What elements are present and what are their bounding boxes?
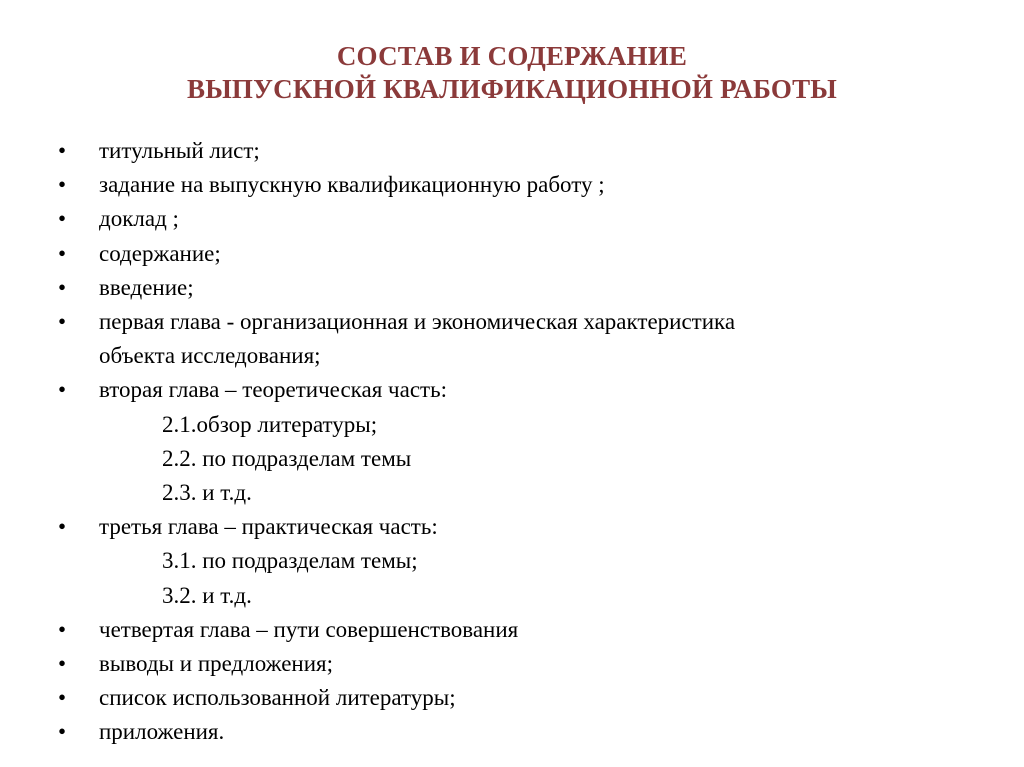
list-item-text: задание на выпускную квалификационную работу ;: [99, 172, 605, 198]
bullet-icon: •: [58, 274, 67, 300]
list-subitem: 3.2. и т.д.: [162, 582, 252, 608]
list-item: [58, 715, 735, 749]
list-item-text: введение;: [99, 274, 194, 300]
list-item: [58, 237, 735, 271]
bullet-icon: •: [58, 138, 67, 163]
list-subitem: 2.2. по подразделам темы: [162, 445, 412, 471]
slide-title: [0, 40, 1024, 106]
list-item-text: вторая глава – теоретическая часть:: [99, 377, 447, 403]
list-subitem: 2.3. и т.д.: [162, 480, 252, 506]
list-item-text: список использованной литературы;: [99, 685, 456, 711]
list-item: [58, 271, 735, 305]
bullet-icon: •: [58, 685, 67, 711]
list-item-text: титульный лист;: [99, 138, 260, 163]
list-item-text: четвертая глава – пути совершенствования: [99, 616, 519, 642]
list-item: [58, 510, 735, 544]
list-item: [58, 681, 735, 715]
bullet-icon: •: [58, 309, 67, 335]
bullet-icon: •: [58, 172, 67, 198]
list-subitem: 3.1. по подразделам темы;: [162, 548, 418, 574]
list-item-continuation: объекта исследования;: [99, 343, 321, 369]
list-item: [58, 647, 735, 681]
list-item: [58, 168, 735, 202]
list-subitem: 2.1.обзор литературы;: [162, 411, 378, 437]
list-item-text: приложения.: [99, 719, 225, 745]
list-item: [58, 202, 735, 236]
bullet-icon: •: [58, 206, 67, 232]
list-item-text: выводы и предложения;: [99, 651, 334, 677]
list-item-text: доклад ;: [99, 206, 179, 232]
list-item-text: третья глава – практическая часть:: [99, 514, 438, 540]
bullet-icon: •: [58, 651, 67, 677]
bullet-icon: •: [58, 377, 67, 403]
contents-list: [58, 134, 735, 750]
bullet-icon: •: [58, 240, 67, 266]
title-line-1: СОСТАВ И СОДЕРЖАНИЕ: [336, 41, 688, 71]
list-item: [58, 134, 735, 168]
list-item-text: содержание;: [99, 240, 221, 266]
list-item-text: первая глава - организационная и экономическая характеристика: [99, 309, 736, 335]
title-line-2: ВЫПУСКНОЙ КВАЛИФИКАЦИОННОЙ РАБОТЫ: [186, 74, 838, 104]
bullet-icon: •: [58, 719, 67, 745]
bullet-icon: •: [58, 514, 67, 540]
list-item: [58, 613, 735, 647]
list-item: [58, 305, 735, 339]
list-item: [58, 373, 735, 407]
bullet-icon: •: [58, 616, 67, 642]
